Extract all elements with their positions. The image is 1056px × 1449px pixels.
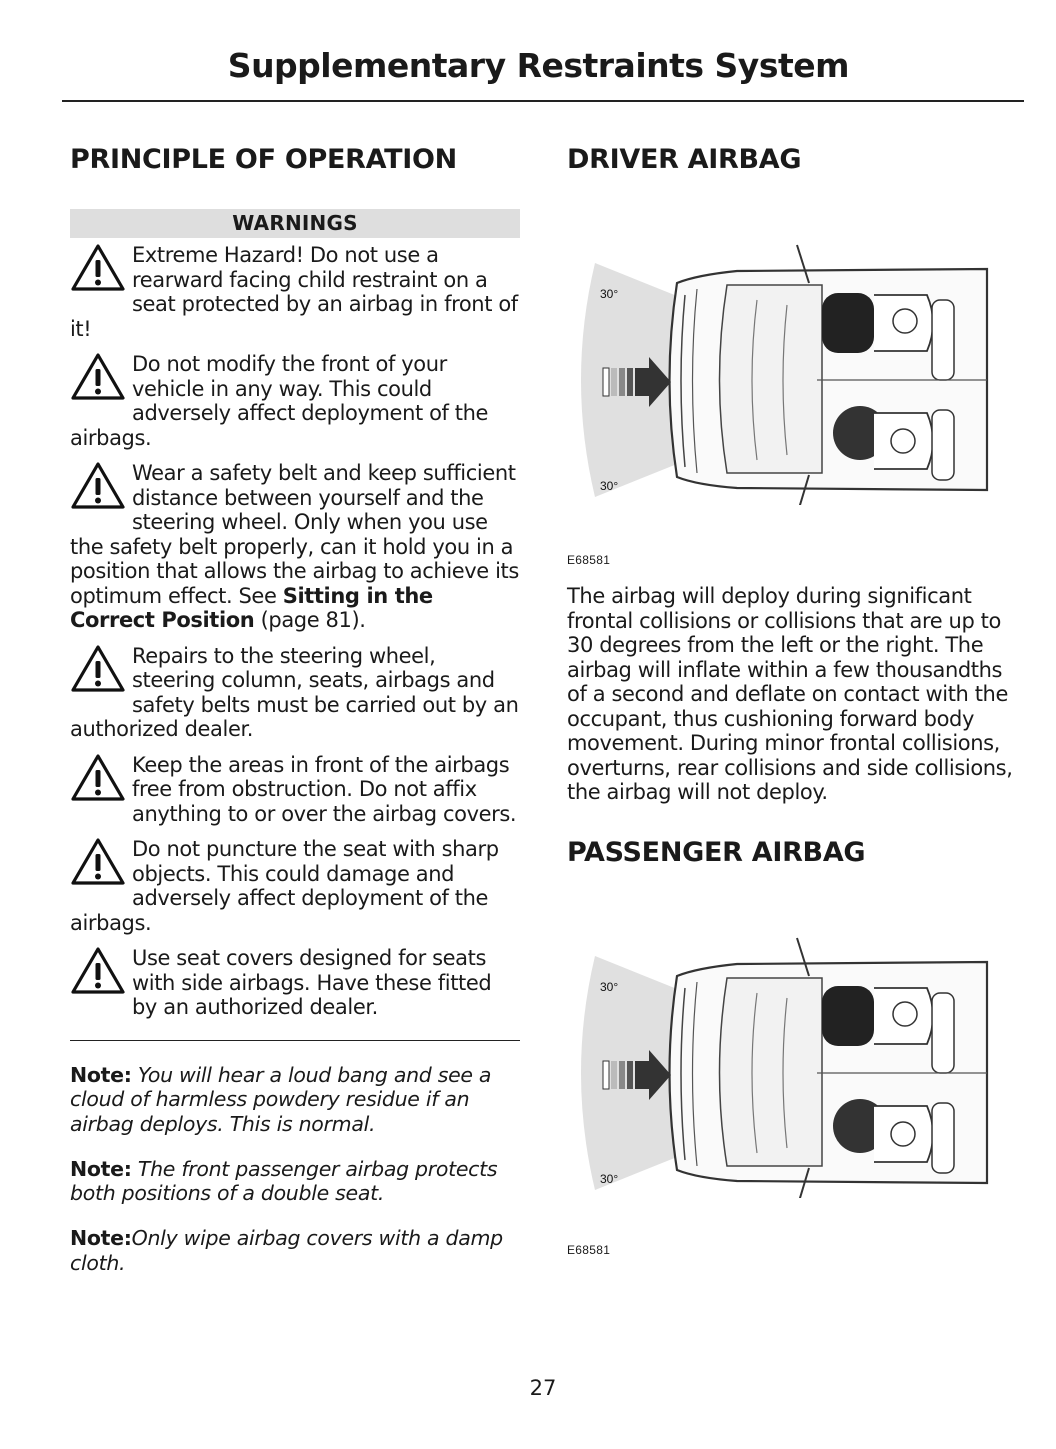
warning-item [70,352,520,450]
driver-airbag-illustration [567,205,1022,505]
warning-triangle-icon [70,461,126,511]
note [70,1226,520,1275]
left-column [70,144,520,1296]
note-label: Note: [70,1062,132,1087]
warning-triangle-icon [70,946,126,996]
warning-text: Do not modify the front of your vehicle in any way. This could adversely affect deployment of the airbags. [70,352,489,450]
principle-heading: PRINCIPLE OF OPERATION [70,144,457,175]
passenger-airbag-illustration [567,898,1022,1198]
warning-triangle-icon [70,352,126,402]
note-text: Only wipe airbag covers with a damp cloth. [70,1226,503,1275]
warning-text: Do not puncture the seat with sharp objects. This could damage and adversely affect deployment of the airbags. [70,837,499,935]
note-label: Note: [70,1156,132,1181]
driver-airbag-description: The airbag will deploy during significant frontal collisions or collisions that are up to 30 degrees from the left or the right. The airbag will inflate within a few thousandths of a second and deflate on contact with the occupant, thus cushioning forward body movement. During minor frontal collisions, overturns, rear collisions and side collisions, the airbag will not deploy. [567,584,1013,804]
warning-item [70,644,520,742]
warning-triangle-icon [70,243,126,293]
note-text: The front passenger airbag protects both positions of a double seat. [70,1156,498,1205]
figure-code: E68581 [567,553,611,567]
warning-item [70,753,520,827]
driver-airbag-heading: DRIVER AIRBAG [567,144,802,175]
warning-text: Use seat covers designed for seats with side airbags. Have these fitted by an authorized dealer. [132,946,492,1019]
angle-label-bottom: 30° [600,1171,619,1186]
figure-code: E68581 [567,1242,611,1257]
right-column [567,144,1022,1257]
angle-label-top: 30° [600,979,619,994]
angle-label-top: 30° [600,287,619,301]
page-reference: (page 81). [254,608,366,632]
warning-text: Extreme Hazard! Do not use a rearward facing child restraint on a seat protected by an airbag in front of it! [70,243,518,341]
vehicle-topview-illustration [567,898,1022,1198]
page-number: 27 [529,1376,557,1400]
page-title: Supplementary Restraints System [227,46,849,85]
warning-item [70,461,520,633]
note-text: You will hear a loud bang and see a cloud of harmless powdery residue if an airbag deploys. This is normal. [70,1062,492,1136]
warnings-divider [70,1040,520,1041]
angle-label-bottom: 30° [600,479,619,493]
note [70,1157,520,1206]
note [70,1063,520,1137]
warning-text: Wear a safety belt and keep sufficient distance between yourself and the steering wheel. Only when you use the safety belt properly, can it hold you in a position that allows the airbag to achieve its optimum effect. See [70,461,519,608]
warning-text: Keep the areas in front of the airbags free from obstruction. Do not affix anything to or over the airbag covers. [132,752,517,826]
warning-text: Repairs to the steering wheel, steering column, seats, airbags and safety belts must be carried out by an authorized dealer. [70,643,519,741]
warning-item [70,243,520,341]
vehicle-topview-illustration [567,205,1022,505]
note-label: Note: [70,1226,132,1250]
warning-item [70,837,520,935]
passenger-airbag-heading: PASSENGER AIRBAG [567,836,866,868]
warning-item [70,946,520,1020]
warning-triangle-icon [70,644,126,694]
cross-reference-link[interactable]: Sitting in the Correct Position [70,583,433,632]
warnings-title: WARNINGS [70,209,520,238]
warning-triangle-icon [70,753,126,803]
warning-triangle-icon [70,837,126,887]
page-header [62,46,1024,102]
